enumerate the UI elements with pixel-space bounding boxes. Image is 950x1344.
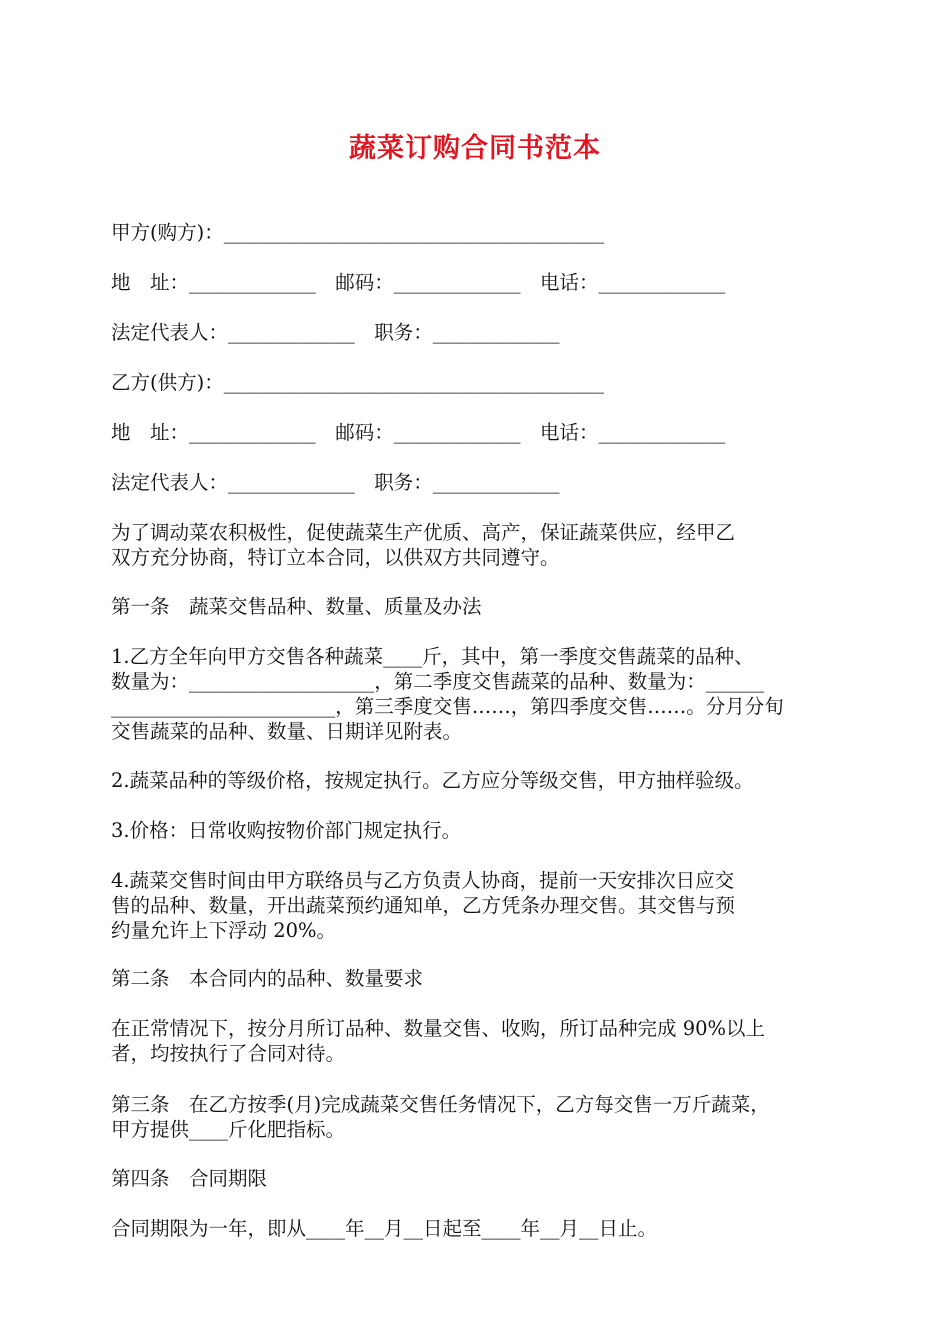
party-a-address-line: 地 址：_____________ 邮码：_____________ 电话：_____________ <box>111 271 726 294</box>
article-1-item-1: 1.乙方全年向甲方交售各种蔬菜____斤，其中，第一季度交售蔬菜的品种、 数量为：___________________，第二季度交售蔬菜的品种、数量为：______ _______________________，第三季度交售……，第四季度交售……。分月分旬 交售蔬菜的品种、数量、日期详见附表。 <box>111 645 784 743</box>
party-b-representative-line: 法定代表人：_____________ 职务：_____________ <box>111 471 560 494</box>
article-3-paragraph: 第三条 在乙方按季(月)完成蔬菜交售任务情况下，乙方每交售一万斤蔬菜， 甲方提供____斤化肥指标。 <box>111 1093 770 1141</box>
article-4-body: 合同期限为一年，即从____年__月__日起至____年__月__日止。 <box>111 1217 658 1240</box>
party-b-address-line: 地 址：_____________ 邮码：_____________ 电话：_____________ <box>111 421 726 444</box>
article-1-item-3: 3.价格：日常收购按物价部门规定执行。 <box>111 819 462 842</box>
party-b-line: 乙方(供方)：_______________________________________ <box>111 371 604 394</box>
party-a-line: 甲方(购方)：_______________________________________ <box>111 221 604 244</box>
article-4-heading: 第四条 合同期限 <box>111 1167 268 1190</box>
party-a-representative-line: 法定代表人：_____________ 职务：_____________ <box>111 321 560 344</box>
document-title: 蔬菜订购合同书范本 <box>349 133 601 164</box>
article-2-body: 在正常情况下，按分月所订品种、数量交售、收购，所订品种完成 90%以上 者，均按执行了合同对待。 <box>111 1017 766 1065</box>
article-1-item-2: 2.蔬菜品种的等级价格，按规定执行。乙方应分等级交售，甲方抽样验级。 <box>111 769 754 792</box>
article-1-item-4: 4.蔬菜交售时间由甲方联络员与乙方负责人协商，提前一天安排次日应交 售的品种、数量，开出蔬菜预约通知单，乙方凭条办理交售。其交售与预 约量允许上下浮动 20%。 <box>111 869 736 942</box>
article-1-heading: 第一条 蔬菜交售品种、数量、质量及办法 <box>111 595 482 618</box>
article-2-heading: 第二条 本合同内的品种、数量要求 <box>111 967 424 990</box>
intro-paragraph: 为了调动菜农积极性，促使蔬菜生产优质、高产，保证蔬菜供应，经甲乙 双方充分协商，特订立本合同，以供双方共同遵守。 <box>111 521 736 569</box>
